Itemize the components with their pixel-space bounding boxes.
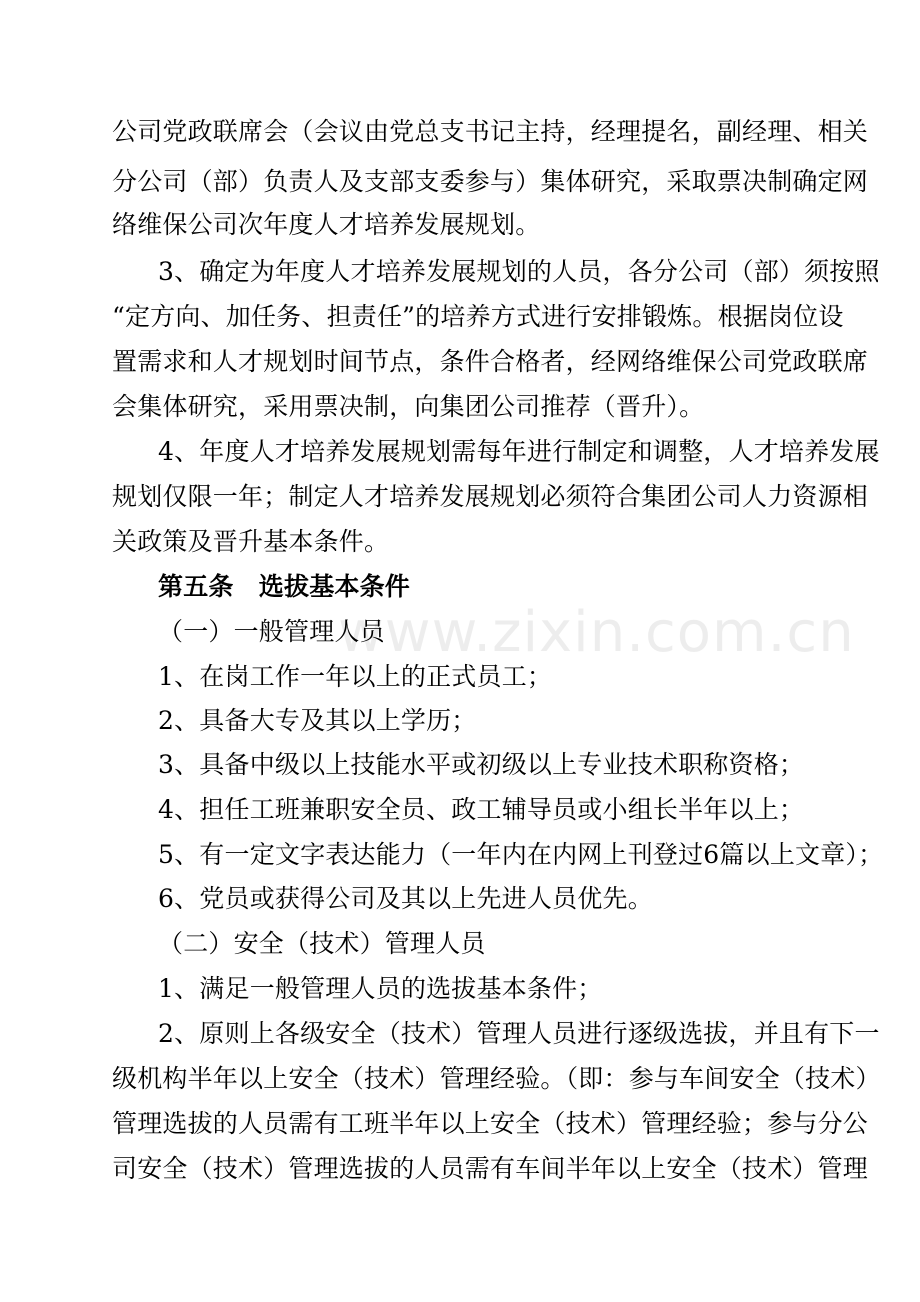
- section-heading: 第五条 选拔基本条件: [158, 572, 411, 601]
- subsection-heading: （二）安全（技术）管理人员: [158, 929, 486, 958]
- paragraph-line: 3、确定为年度人才培养发展规划的人员，各分公司（部）须按照: [158, 257, 880, 286]
- list-item: 3、具备中级以上技能水平或初级以上专业技术职称资格；: [158, 750, 805, 779]
- paragraph-line: “定方向、加任务、担责任”的培养方式进行安排锻炼。根据岗位设: [112, 302, 844, 331]
- paragraph-line: 4、年度人才培养发展规划需每年进行制定和调整，人才培养发展: [158, 437, 880, 466]
- subsection-heading: （一）一般管理人员: [158, 617, 385, 646]
- list-item: 2、具备大专及其以上学历；: [158, 706, 477, 735]
- paragraph-line: 会集体研究，采用票决制，向集团公司推荐（晋升）。: [112, 392, 705, 421]
- paragraph-line: 络维保公司次年度人才培养发展规划。: [112, 210, 541, 239]
- list-item: 1、满足一般管理人员的选拔基本条件；: [158, 974, 603, 1003]
- paragraph-line: 规划仅限一年；制定人才培养发展规划必须符合集团公司人力资源相: [112, 482, 869, 511]
- paragraph-line: 司安全（技术）管理选拔的人员需有车间半年以上安全（技术）管理: [112, 1154, 869, 1183]
- paragraph-line: 级机构半年以上安全（技术）管理经验。（即：参与车间安全（技术）: [112, 1064, 881, 1093]
- list-item: 5、有一定文字表达能力（一年内在内网上刊登过6篇以上文章）；: [158, 840, 884, 869]
- paragraph-line: 2、原则上各级安全（技术）管理人员进行逐级选拔，并且有下一: [158, 1019, 880, 1048]
- paragraph-line: 管理选拔的人员需有工班半年以上安全（技术）管理经验；参与分公: [112, 1109, 869, 1138]
- list-item: 4、担任工班兼职安全员、政工辅导员或小组长半年以上；: [158, 795, 805, 824]
- paragraph-line: 公司党政联席会（会议由党总支书记主持，经理提名，副经理、相关: [112, 117, 869, 146]
- paragraph-line: 分公司（部）负责人及支部支委参与）集体研究，采取票决制确定网: [112, 167, 869, 196]
- list-item: 6、党员或获得公司及其以上先进人员优先。: [158, 884, 653, 913]
- paragraph-line: 关政策及晋升基本条件。: [112, 527, 390, 556]
- paragraph-line: 置需求和人才规划时间节点，条件合格者，经网络维保公司党政联席: [112, 347, 869, 376]
- watermark: www.zixin.com.cn: [338, 600, 855, 665]
- list-item: 1、在岗工作一年以上的正式员工；: [158, 662, 553, 691]
